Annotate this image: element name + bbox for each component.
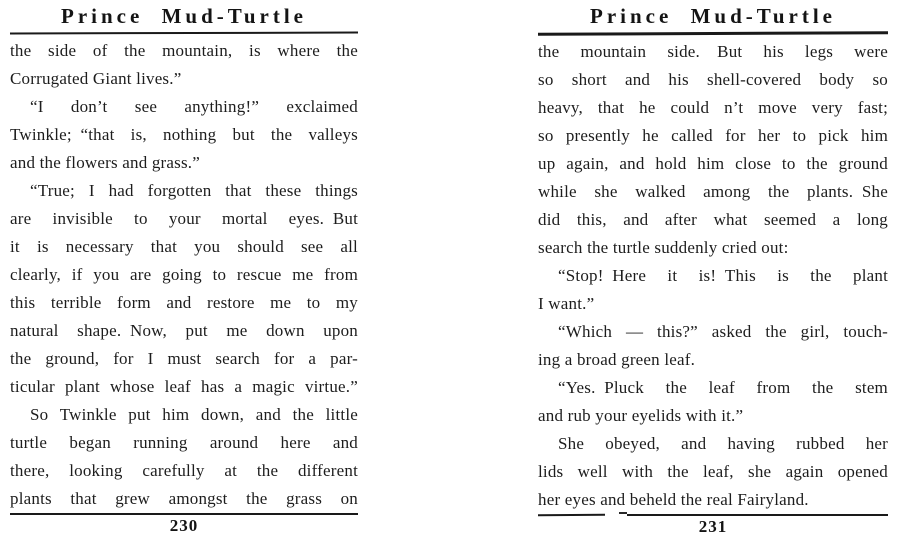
page-number: 230 [169,516,199,535]
text-line: plants that grew amongst the grass on [10,489,358,508]
text-line: She obeyed, and having rubbed her [558,434,888,453]
text-line: Corrugated Giant lives.” [10,69,182,88]
text-line: are invisible to your mortal eyes. But [10,209,358,228]
text-line: clearly, if you are going to rescue me from [10,265,358,284]
footer-rule-gap [605,514,619,516]
text-line: so short and his shell-covered body so [538,70,888,89]
text-line: turtle began running around here and [10,433,358,452]
text-line: the ground, for I must search for a par- [10,349,358,368]
text-line: did this, and after what seemed a long [538,210,888,229]
header-rule [10,32,358,35]
text-line: so presently he called for her to pick him [538,126,888,145]
text-line: “True; I had forgotten that these things [30,181,358,200]
page-header [10,0,358,34]
text-line: search the turtle suddenly cried out: [538,238,789,257]
text-line: and the flowers and grass.” [10,153,200,172]
text-line: up again, and hold him close to the ground [538,154,888,173]
page-right [538,0,888,537]
running-head: Prince Mud-Turtle [61,4,307,28]
page-body [538,38,888,514]
text-line: there, looking carefully at the different [10,461,358,480]
header-rule [538,31,888,36]
text-line: it is necessary that you should see all [10,237,358,256]
text-line: “Which — this?” asked the girl, touch- [558,322,888,341]
text-line: “I don’t see anything!” exclaimed [30,97,358,116]
text-line: Twinkle; “that is, nothing but the valleys [10,125,358,144]
text-line: “Yes. Pluck the leaf from the stem [558,378,888,397]
page-body [10,37,358,513]
text-line: natural shape. Now, put me down upon [10,321,358,340]
text-line: heavy, that he could n’t move very fast; [538,98,888,117]
page-number: 231 [698,517,728,536]
page-left [10,0,358,537]
footer-rule-tick [619,512,628,514]
text-line: and rub your eyelids with it.” [538,406,744,425]
text-line: while she walked among the plants. She [538,182,888,201]
page-footer [538,514,888,538]
page-header [538,0,888,35]
text-line: the mountain side. But his legs were [538,42,888,61]
text-line: “Stop! Here it is! This is the plant [558,266,888,285]
text-line: the side of the mountain, is where the [10,41,358,60]
text-line: So Twinkle put him down, and the little [30,405,358,424]
text-line: her eyes and beheld the real Fairyland. [538,490,809,509]
text-line: ticular plant whose leaf has a magic virtue.” [10,377,358,396]
footer-rule-segment [627,514,888,516]
text-line: I want.” [538,294,595,313]
text-line: this terrible form and restore me to my [10,293,358,312]
running-head: Prince Mud-Turtle [590,4,836,28]
text-line: lids well with the leaf, she again opened [538,462,888,481]
text-line: ing a broad green leaf. [538,350,696,369]
page-footer [10,513,358,537]
